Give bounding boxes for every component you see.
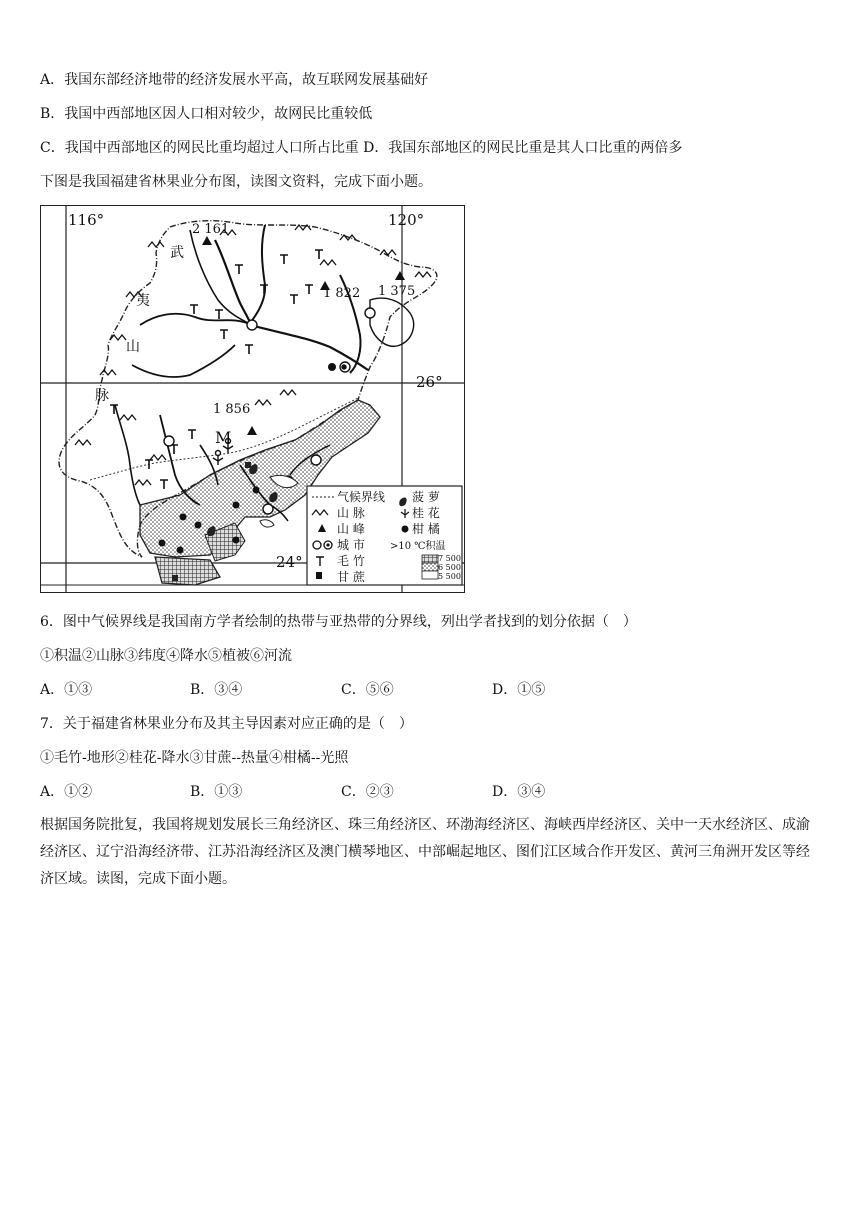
- q6-option-d[interactable]: D．①⑤: [492, 682, 546, 698]
- q6-option-b[interactable]: B．③④: [190, 682, 243, 698]
- legend-temp-7500: 7 500: [438, 554, 461, 563]
- q7-option-b[interactable]: B．①③: [190, 784, 243, 800]
- lat-label-24: 24°: [276, 553, 303, 571]
- map-legend: [307, 486, 462, 585]
- question-7-stem: 7．关于福建省林果业分布及其主导因素对应正确的是（ ）: [40, 716, 413, 732]
- map-intro: 下图是我国福建省林果业分布图，读图文资料，完成下面小题。: [40, 174, 432, 190]
- mountain-char-mai: 脉: [95, 388, 109, 404]
- question-6-stem: 6．图中气候界线是我国南方学者绘制的热带与亚热带的分界线，列出学者找到的划分依据（ ）: [40, 614, 637, 630]
- legend-osmanthus: 桂 花: [412, 506, 440, 520]
- peak-elevation-1822: 1 822: [323, 286, 361, 301]
- legend-pineapple: 菠 萝: [412, 490, 440, 504]
- peak-elevation-1375: 1 375: [378, 284, 416, 299]
- mountain-char-shan: 山: [126, 339, 140, 355]
- legend-climate-line: 气候界线: [337, 490, 386, 504]
- lon-label-120: 120°: [388, 211, 425, 229]
- peak-elevation-2161: 2 161: [192, 222, 230, 237]
- q6-option-a[interactable]: A．①③: [40, 682, 93, 698]
- question-7-items: ①毛竹-地形②桂花-降水③甘蔗--热量④柑橘--光照: [40, 750, 349, 766]
- legend-temp-5500: 5 500: [438, 572, 461, 581]
- option-b-prev: B．我国中西部地区因人口相对较少，故网民比重较低: [40, 106, 373, 122]
- peak-elevation-1856: 1 856: [213, 402, 251, 417]
- q7-option-c[interactable]: C．②③: [341, 784, 394, 800]
- legend-temp-6500: 6 500: [438, 563, 461, 572]
- question-6-items: ①积温②山脉③纬度④降水⑤植被⑥河流: [40, 648, 292, 664]
- option-a-prev: A．我国东部经济地带的经济发展水平高，故互联网发展基础好: [40, 72, 429, 88]
- q6-option-c[interactable]: C．⑤⑥: [341, 682, 394, 698]
- q7-option-d[interactable]: D．③④: [492, 784, 546, 800]
- fujian-forestry-map: [40, 205, 465, 593]
- legend-citrus: 柑 橘: [412, 522, 440, 536]
- lon-label-116: 116°: [68, 211, 105, 229]
- city-label-m: M: [215, 428, 232, 447]
- lat-label-26: 26°: [416, 373, 443, 391]
- legend-sugarcane: 甘 蔗: [337, 570, 365, 584]
- economic-zones-paragraph: 根据国务院批复，我国将规划发展长三角经济区、珠三角经济区、环渤海经济区、海峡西岸经济区、关中一天水经济区、成渝经济区、辽宁沿海经济带、江苏沿海经济区及澳门横琴地区、中部崛起地区、图们江区域合作开发区、黄河三角洲开发区等经济区域。读图，完成下面小题。: [40, 817, 810, 887]
- mountain-char-wu: 武: [170, 245, 184, 261]
- mountain-char-yi: 夷: [136, 293, 150, 309]
- legend-mountain: 山 脉: [337, 506, 365, 520]
- legend-accum-temp: >10 ℃积温: [390, 541, 446, 552]
- legend-peak: 山 峰: [337, 522, 365, 536]
- legend-city: 城 市: [337, 538, 365, 552]
- option-cd-prev: C．我国中西部地区的网民比重均超过人口所占比重 D．我国东部地区的网民比重是其人口比重的两倍多: [40, 140, 683, 156]
- q7-option-a[interactable]: A．①②: [40, 784, 93, 800]
- legend-bamboo: 毛 竹: [337, 554, 365, 568]
